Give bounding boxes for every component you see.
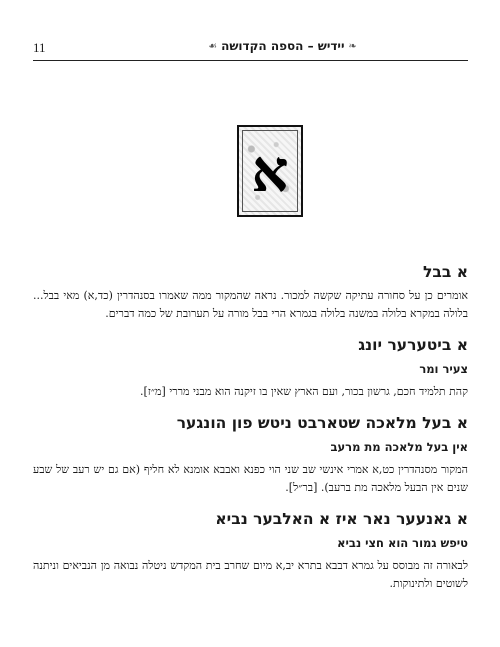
entry-title: א ביטערער יונג [358, 336, 468, 354]
decorative-initial-letter: א [251, 137, 289, 205]
entry-title: א בבל [423, 263, 468, 281]
ornament-left-icon: ❧ [348, 40, 357, 52]
decorative-initial [237, 125, 303, 217]
entry [33, 413, 468, 497]
running-head [190, 39, 375, 53]
entry [33, 335, 468, 401]
entry [33, 509, 468, 593]
entry-body: לבאורה זה מבוסס על גמרא דבבא בתרא יב,א מיום שחרב בית המקדש ניטלה נבואה מן הנביאים וניתנה לשוטים ולתינוקות. [33, 559, 468, 590]
ornament-right-icon: ☙ [208, 40, 218, 52]
entry-body: אומרים כן על סחורה עתיקה שקשה למכור. נראה שהמקור ממה שאמרו בסנהדרין (כד,א) מאי בבל... בלולה במקרא בלולה במשנה בלולה בגמרא הרי בבל מורה על תערובת של כמה דברים. [33, 289, 468, 320]
entry-body: המקור מסנהדרין כט,א אמרי אינשי שב שני הוי כפנא ואבבא אומנא לא חליף (אם גם יש רעב של שבע שנים אין הבעל מלאכה מת ברעב). [בר״ל]. [33, 463, 468, 494]
entry-body: קהת תלמיד חכם, גרשון בכור, ועם הארץ שאין בו זיקנה הוא מבני מררי [מ״ז]. [140, 385, 468, 398]
main-content [33, 262, 468, 605]
entry-title: א בעל מלאכה שטארבט ניטש פון הונגער [176, 414, 468, 432]
entry-subtitle: טיפש גמור הוא חצי נביא [337, 536, 468, 550]
entry-subtitle: אין בעל מלאכה מת מרעב [330, 440, 468, 454]
entry-subtitle: צעיר ומר [419, 362, 468, 376]
entry [33, 262, 468, 323]
page-number: 11 [33, 40, 46, 55]
header-rule [33, 60, 468, 61]
entry-title: א גאנעער נאר איז א האלבער נביא [215, 510, 468, 528]
running-title: יידיש – הספה הקדושה [221, 39, 345, 53]
